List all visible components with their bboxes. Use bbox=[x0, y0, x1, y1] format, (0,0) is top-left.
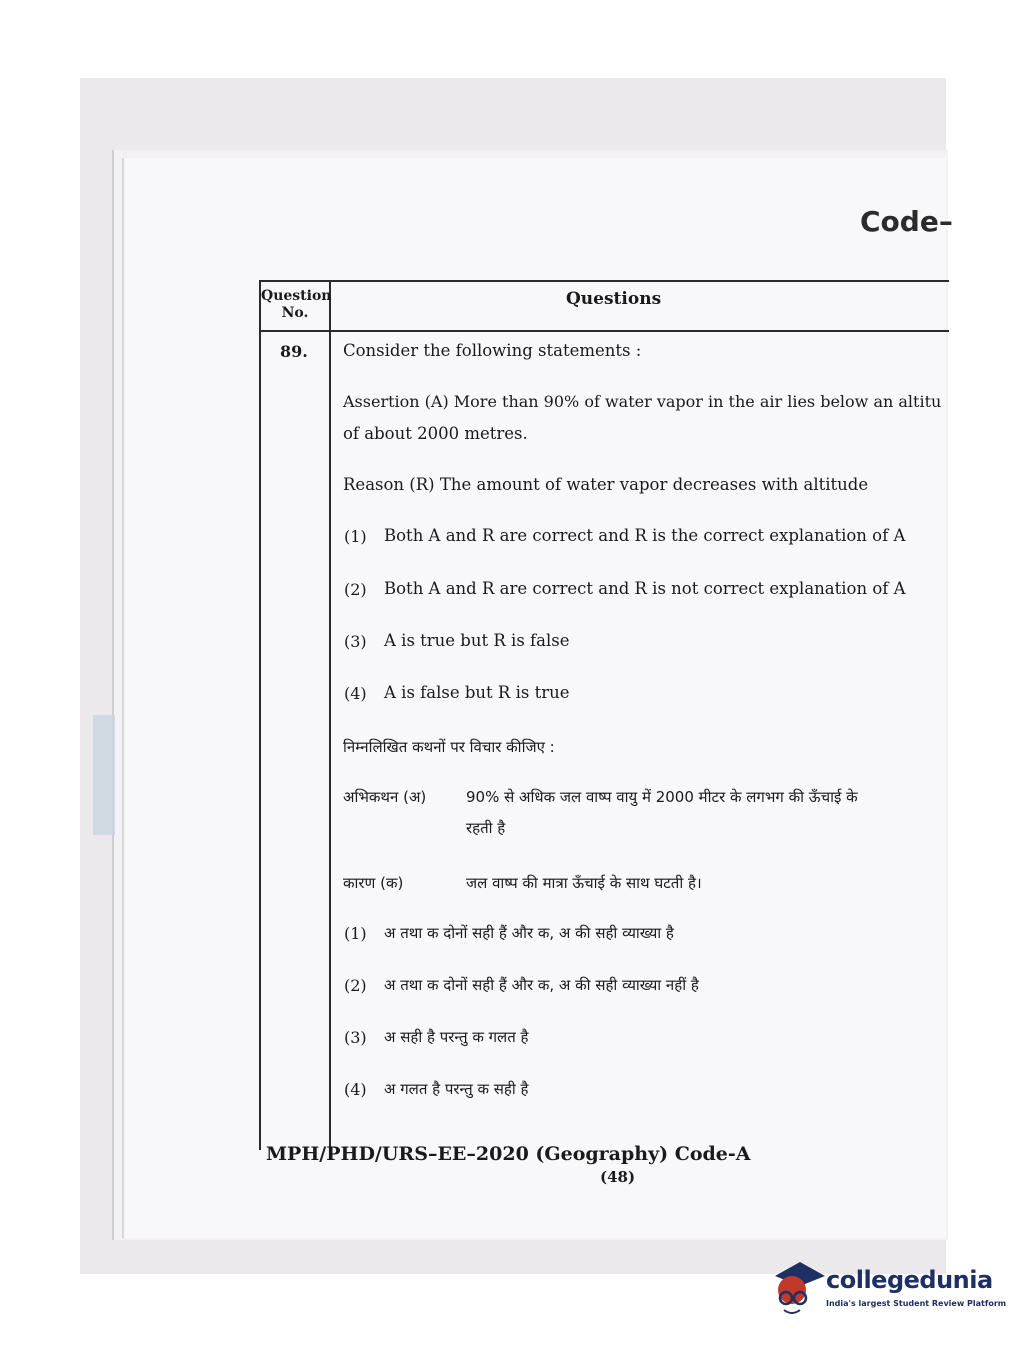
option-text: Both A and R are correct and R is not correct explanation of A bbox=[384, 579, 906, 598]
table-left-border bbox=[259, 280, 261, 1150]
watermark-brand: collegedunia bbox=[826, 1266, 993, 1294]
question-number: 89. bbox=[280, 342, 308, 361]
option-text-hindi: अ सही है परन्तु क गलत है bbox=[384, 1028, 529, 1046]
binding-tab bbox=[93, 715, 115, 835]
assertion-hindi-line1: 90% से अधिक जल वाष्प वायु में 2000 मीटर के लगभग की ऊँचाई के bbox=[466, 788, 858, 806]
option-number: (2) bbox=[344, 976, 367, 995]
option-number: (1) bbox=[344, 924, 367, 943]
code-label: Code– bbox=[860, 205, 953, 238]
option-text: A is false but R is true bbox=[384, 683, 570, 702]
reason-english: Reason (R) The amount of water vapor decreases with altitude bbox=[343, 475, 869, 494]
assertion-hindi-label: अभिकथन (अ) bbox=[343, 788, 427, 806]
reason-hindi-label: कारण (क) bbox=[343, 874, 404, 892]
column-header-questions: Questions bbox=[566, 289, 662, 309]
option-number: (4) bbox=[344, 1080, 367, 1099]
assertion-english-line1: Assertion (A) More than 90% of water vapor in the air lies below an altitu bbox=[343, 392, 942, 411]
option-number: (4) bbox=[344, 684, 367, 703]
table-header-divider bbox=[259, 330, 949, 332]
option-text-hindi: अ तथा क दोनों सही हैं और क, अ की सही व्याख्या नहीं है bbox=[384, 976, 699, 994]
english-intro: Consider the following statements : bbox=[343, 341, 642, 360]
exam-footer: MPH/PHD/URS–EE–2020 (Geography) Code-A bbox=[266, 1143, 751, 1165]
option-text: Both A and R are correct and R is the correct explanation of A bbox=[384, 526, 906, 545]
option-number: (3) bbox=[344, 1028, 367, 1047]
table-column-divider bbox=[329, 280, 331, 1150]
assertion-english-line2: of about 2000 metres. bbox=[343, 424, 528, 443]
option-number: (1) bbox=[344, 527, 367, 546]
option-text-hindi: अ तथा क दोनों सही हैं और क, अ की सही व्याख्या है bbox=[384, 924, 674, 942]
option-number: (2) bbox=[344, 580, 367, 599]
hindi-intro: निम्नलिखित कथनों पर विचार कीजिए : bbox=[343, 738, 555, 756]
column-header-question-no bbox=[261, 288, 332, 322]
qno-header-text: Question No. bbox=[261, 288, 332, 321]
page-number: (48) bbox=[600, 1168, 636, 1186]
option-text: A is true but R is false bbox=[384, 631, 570, 650]
option-number: (3) bbox=[344, 632, 367, 651]
reason-hindi-text: जल वाष्प की मात्रा ऊँचाई के साथ घटती है। bbox=[466, 874, 702, 892]
watermark-tagline: India's largest Student Review Platform bbox=[826, 1299, 1007, 1308]
assertion-hindi-line2: रहती है bbox=[466, 819, 506, 837]
option-text-hindi: अ गलत है परन्तु क सही है bbox=[384, 1080, 529, 1098]
